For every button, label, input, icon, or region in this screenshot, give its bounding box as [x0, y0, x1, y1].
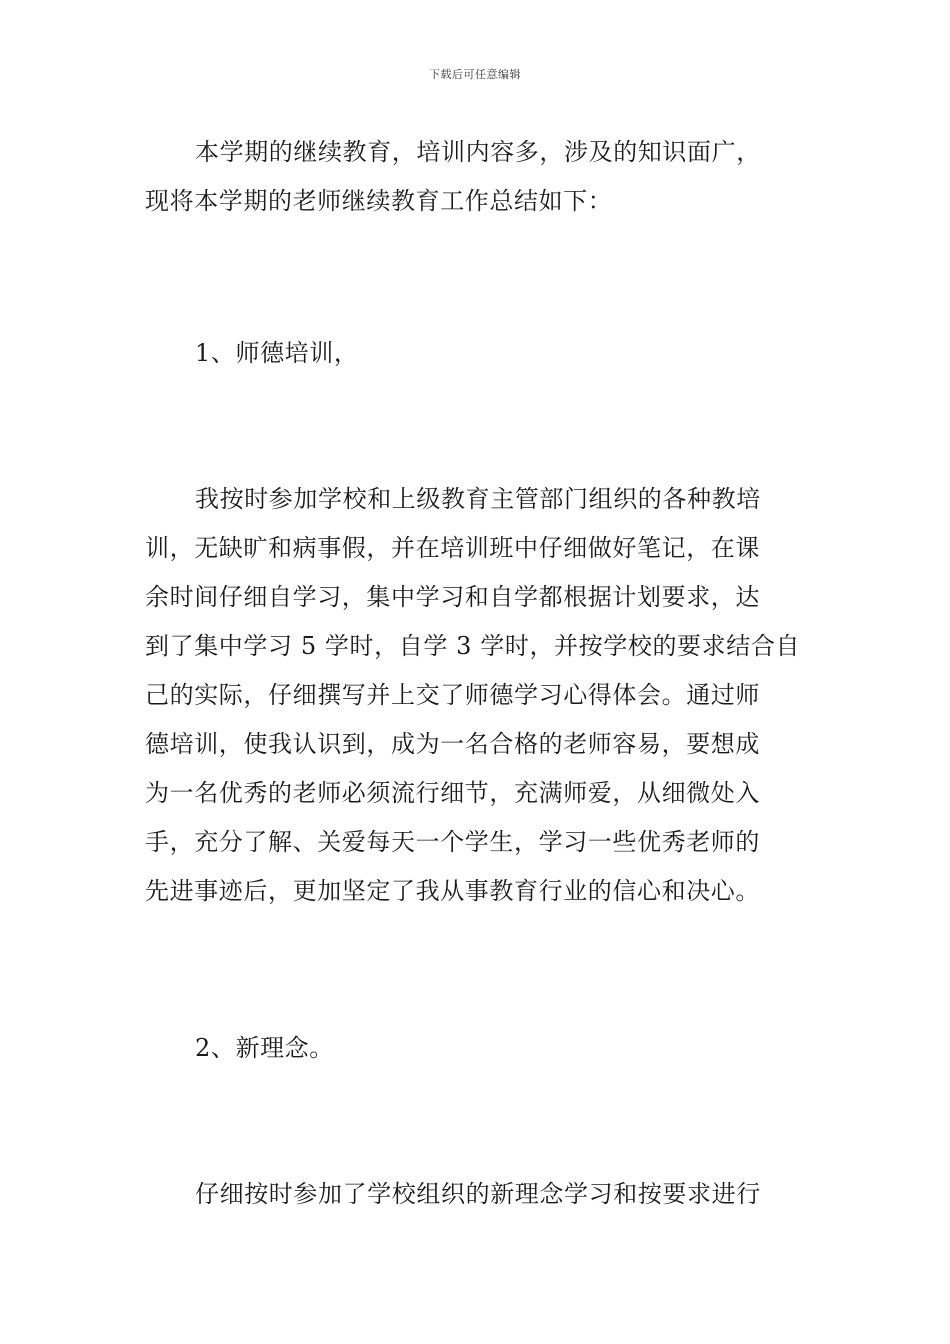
paragraph-line: 德培训，使我认识到，成为一名合格的老师容易，要想成	[145, 730, 760, 758]
paragraph-line: 本学期的继续教育，培训内容多，涉及的知识面广，	[195, 138, 761, 166]
paragraph-line: 训，无缺旷和病事假，并在培训班中仔细做好笔记，在课	[145, 534, 760, 562]
section-2-paragraph	[145, 1170, 810, 1219]
paragraph-line: 先进事迹后，更加坚定了我从事教育行业的信心和决心。	[145, 877, 760, 905]
section-1-paragraph	[145, 475, 810, 916]
paragraph-line: 我按时参加学校和上级教育主管部门组织的各种教培	[195, 485, 761, 513]
intro-paragraph	[145, 128, 810, 226]
paragraph-line: 余时间仔细自学习，集中学习和自学都根据计划要求，达	[145, 583, 760, 611]
paragraph-line: 为一名优秀的老师必须流行细节，充满师爱，从细微处入	[145, 779, 760, 807]
section-heading-2: 2、新理念。	[195, 1034, 334, 1062]
paragraph-line: 到了集中学习 5 学时，自学 3 学时，并按学校的要求结合自	[145, 632, 801, 660]
paragraph-line: 己的实际，仔细撰写并上交了师德学习心得体会。通过师	[145, 681, 760, 709]
paragraph-line: 现将本学期的老师继续教育工作总结如下：	[145, 187, 613, 215]
paragraph-line: 手，充分了解、关爱每天一个学生，学习一些优秀老师的	[145, 828, 760, 856]
paragraph-line: 仔细按时参加了学校组织的新理念学习和按要求进行	[195, 1180, 761, 1208]
header-note: 下载后可任意编辑	[429, 68, 521, 81]
section-heading-1: 1、师德培训，	[195, 339, 359, 367]
